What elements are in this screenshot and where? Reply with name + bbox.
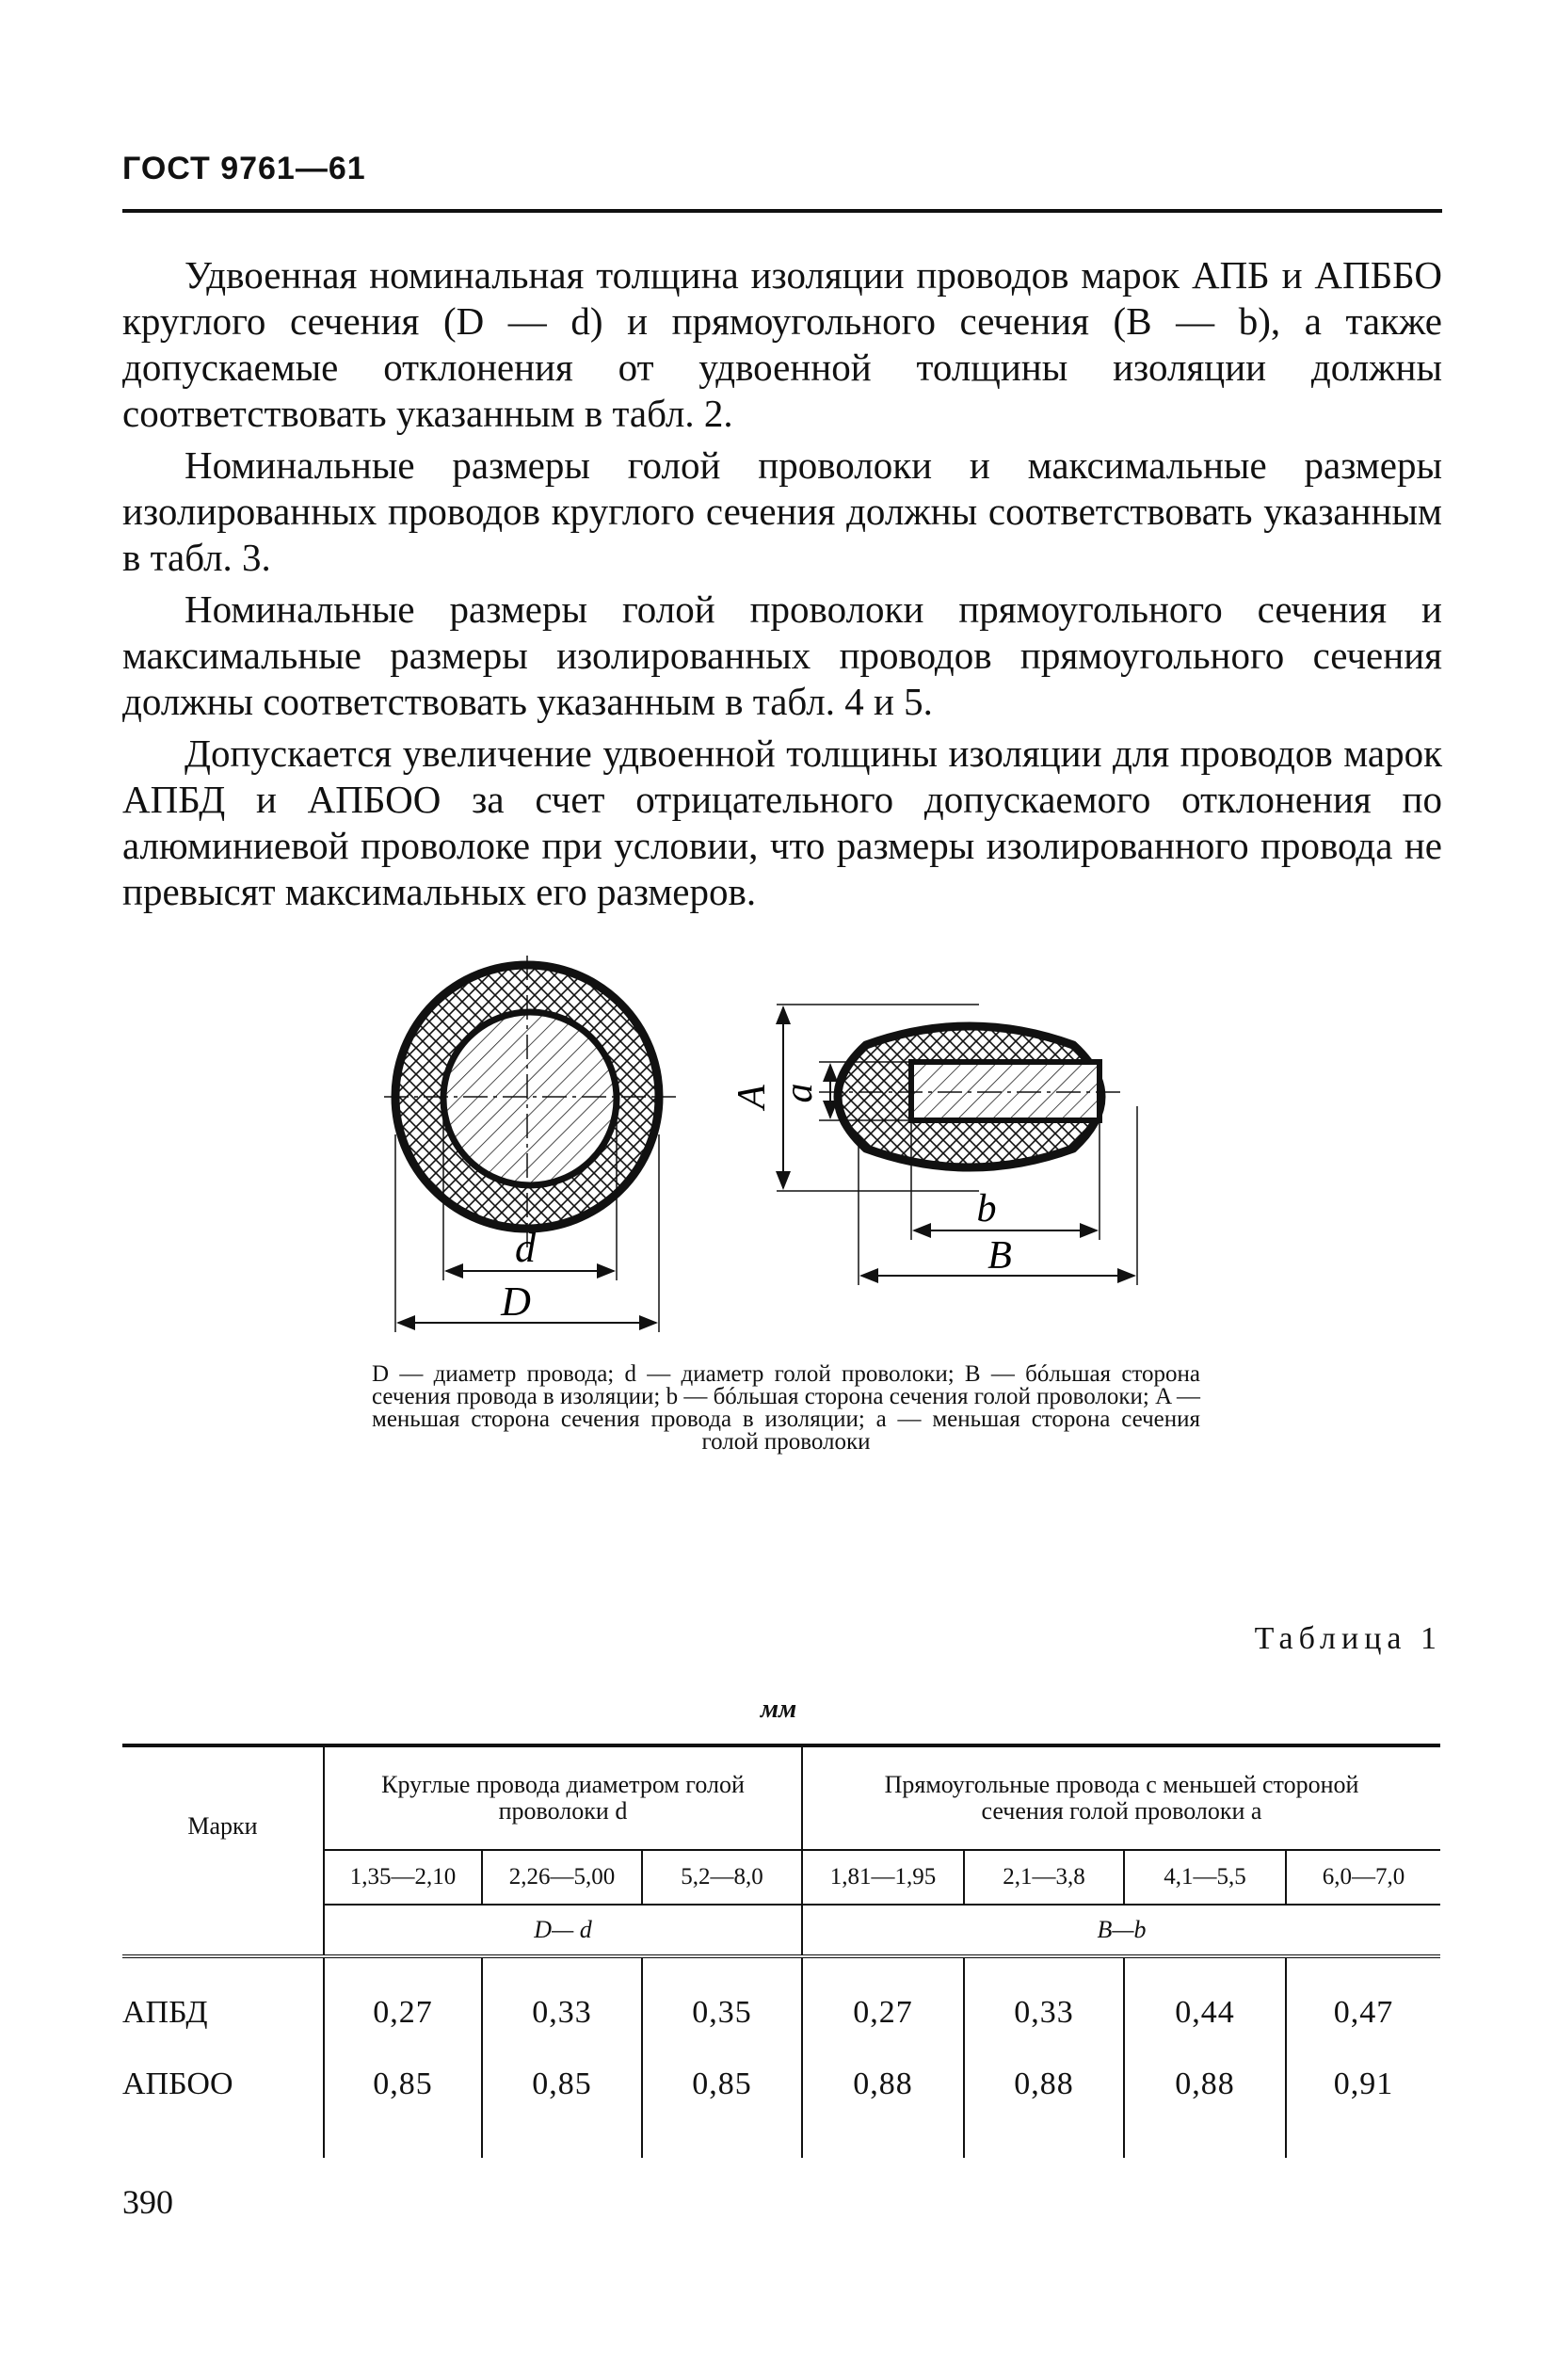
table-row xyxy=(122,2049,1440,2158)
page-header: ГОСТ 9761—61 xyxy=(122,151,366,186)
symbol-rect: B—b xyxy=(802,1905,1440,1956)
cell: 0,88 xyxy=(964,2049,1124,2158)
label-A: A xyxy=(730,1085,774,1109)
figure-caption: D — диаметр провода; d — диаметр голой проволоки; B — бóльшая сторона сечения провода в изоляции; b — бóльшая сторона сечения голой проволоки; A — меньшая сторона сечения провода в изоляции; a — меньшая сторона сечения голой проволоки xyxy=(372,1361,1200,1455)
group-header-round: Круглые провода диаметром голой проволоки d xyxy=(324,1745,802,1850)
range-round-3: 5,2—8,0 xyxy=(642,1850,802,1905)
body-text xyxy=(122,252,1442,921)
paragraph-4: Допускается увеличение удвоенной толщины изоляции для проводов марок АПБД и АПБОО за счет отрицательного допускаемого отклонения по алюминиевой проволоке при условии, что размеры изолированного провода не превысят максимальных его размеров. xyxy=(122,732,1442,913)
cell: 0,33 xyxy=(964,1956,1124,2049)
table-unit: мм xyxy=(760,1695,797,1724)
page-number: 390 xyxy=(122,2183,173,2221)
cell: 0,85 xyxy=(642,2049,802,2158)
table-label: Таблица 1 xyxy=(1254,1621,1442,1656)
header-rule xyxy=(122,209,1442,213)
cell: 0,27 xyxy=(802,1956,964,2049)
cross-section-figure xyxy=(377,956,1177,1351)
cell: 0,85 xyxy=(324,2049,482,2158)
cell: 0,33 xyxy=(482,1956,642,2049)
range-rect-4: 6,0—7,0 xyxy=(1286,1850,1440,1905)
label-D: D xyxy=(501,1278,531,1325)
label-a: a xyxy=(778,1083,821,1103)
cell: 0,91 xyxy=(1286,2049,1440,2158)
paragraph-2: Номинальные размеры голой проволоки и максимальные размеры изолированных проводов круглого сечения должны соответствовать указанным в табл. 3. xyxy=(122,443,1442,579)
rect-wire-section xyxy=(730,1005,1137,1285)
cell: 0,35 xyxy=(642,1956,802,2049)
round-wire-section xyxy=(384,956,676,1332)
range-round-2: 2,26—5,00 xyxy=(482,1850,642,1905)
cell: 0,85 xyxy=(482,2049,642,2158)
label-B: B xyxy=(987,1234,1012,1278)
row-mark: АПБОО xyxy=(122,2066,233,2101)
range-rect-3: 4,1—5,5 xyxy=(1124,1850,1286,1905)
range-rect-1: 1,81—1,95 xyxy=(802,1850,964,1905)
col-header-marks: Марки xyxy=(122,1745,324,1905)
cell: 0,47 xyxy=(1286,1956,1440,2049)
paragraph-1: Удвоенная номинальная толщина изоляции проводов марок АПБ и АПББО круглого сечения (D — d) и прямоугольного сечения (B — b), а также допускаемые отклонения от удвоенной толщины изоляции должны соответствовать указанным в табл. 2. xyxy=(122,253,1442,435)
range-rect-2: 2,1—3,8 xyxy=(964,1850,1124,1905)
range-round-1: 1,35—2,10 xyxy=(324,1850,482,1905)
insulation-table xyxy=(122,1744,1440,2158)
symbol-round: D— d xyxy=(324,1905,802,1956)
paragraph-3: Номинальные размеры голой проволоки прямоугольного сечения и максимальные размеры изолированных проводов прямоугольного сечения должны соответствовать указанным в табл. 4 и 5. xyxy=(122,587,1442,723)
label-b: b xyxy=(976,1187,997,1230)
table-row xyxy=(122,1956,1440,2049)
cell: 0,88 xyxy=(802,2049,964,2158)
cell: 0,27 xyxy=(324,1956,482,2049)
cell: 0,88 xyxy=(1124,2049,1286,2158)
label-d: d xyxy=(515,1225,536,1271)
group-header-rect: Прямоугольные провода с меньшей стороной сечения голой проволоки a xyxy=(802,1745,1440,1850)
row-mark: АПБД xyxy=(122,1956,324,2049)
cell: 0,44 xyxy=(1124,1956,1286,2049)
